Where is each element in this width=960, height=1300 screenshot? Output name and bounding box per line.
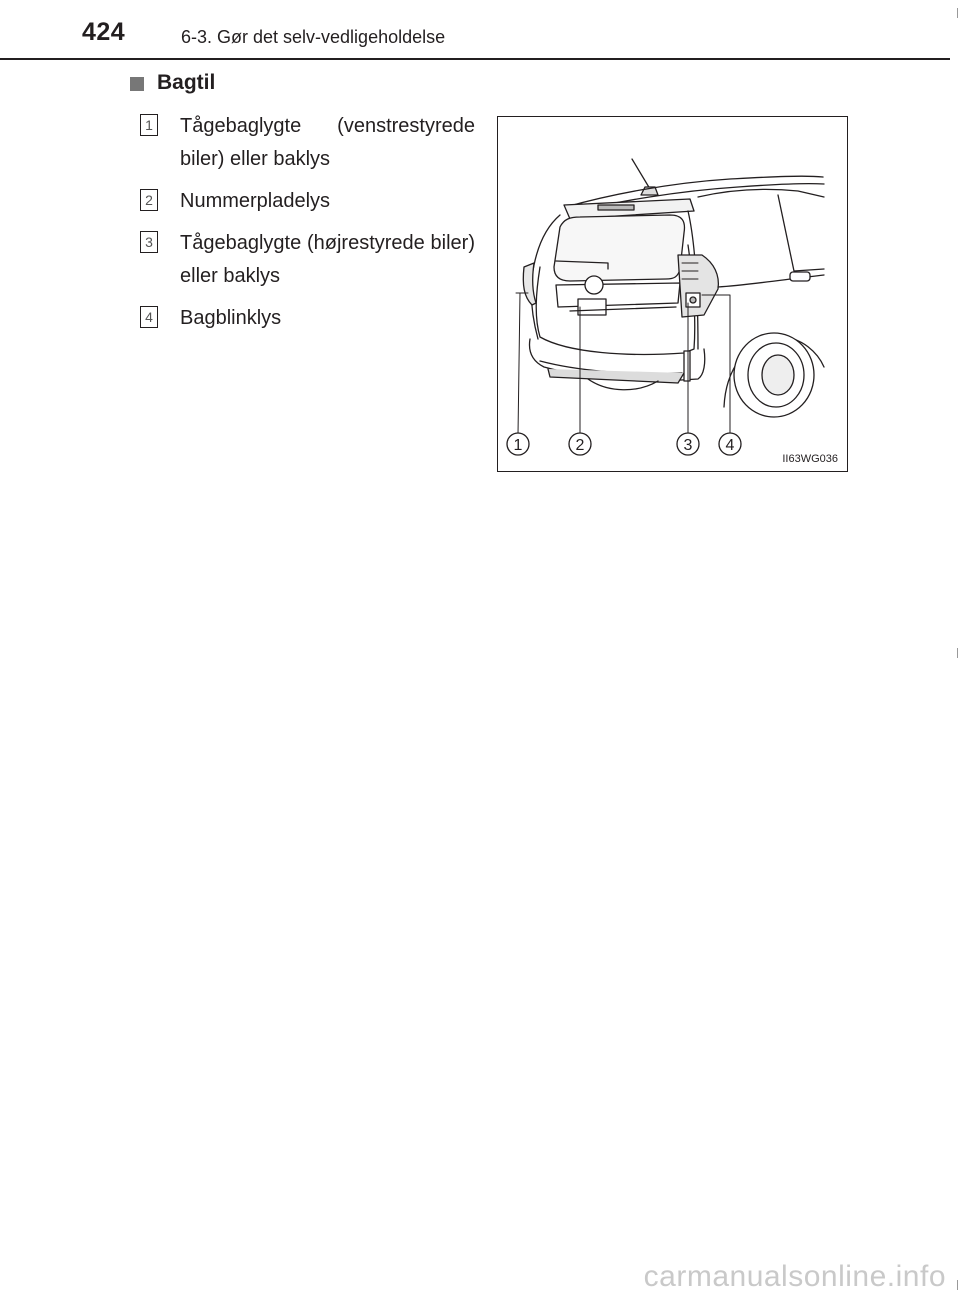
callout-4: 4 — [725, 437, 735, 454]
callout-3: 3 — [683, 437, 693, 454]
list-item — [140, 110, 475, 176]
item-number-3: 3 — [140, 231, 158, 253]
page-number: 424 — [82, 18, 126, 46]
edge-mark-top — [957, 8, 958, 18]
item-number-1: 1 — [140, 114, 158, 136]
header-rule — [0, 58, 950, 60]
section-title: 6-3. Gør det selv-vedligeholdelse — [181, 27, 446, 47]
list-item — [140, 185, 475, 218]
list-item — [140, 227, 475, 293]
figure-code: II63WG036 — [782, 453, 838, 465]
car-rear-drawing — [498, 117, 846, 470]
edge-mark-middle — [957, 648, 958, 658]
parts-list — [140, 110, 475, 344]
callout-2: 2 — [575, 437, 585, 454]
subsection-heading — [130, 71, 215, 95]
callout-1: 1 — [513, 437, 523, 454]
car-rear-illustration — [497, 116, 848, 472]
page-header — [0, 0, 960, 60]
item-number-2: 2 — [140, 189, 158, 211]
edge-mark-bottom — [957, 1280, 958, 1290]
item-text-2: Nummerpladelys — [180, 190, 331, 212]
item-text-4: Bagblinklys — [180, 307, 282, 329]
item-text-1: Tågebaglygte (venstrestyrede biler) eller baklys — [180, 115, 475, 170]
square-bullet-icon — [130, 77, 144, 91]
list-item — [140, 302, 475, 335]
heading-text: Bagtil — [157, 71, 216, 94]
watermark: carmanualsonline.info — [643, 1260, 946, 1293]
item-number-4: 4 — [140, 306, 158, 328]
item-text-3: Tågebaglygte (højrestyrede biler) eller baklys — [180, 232, 475, 287]
